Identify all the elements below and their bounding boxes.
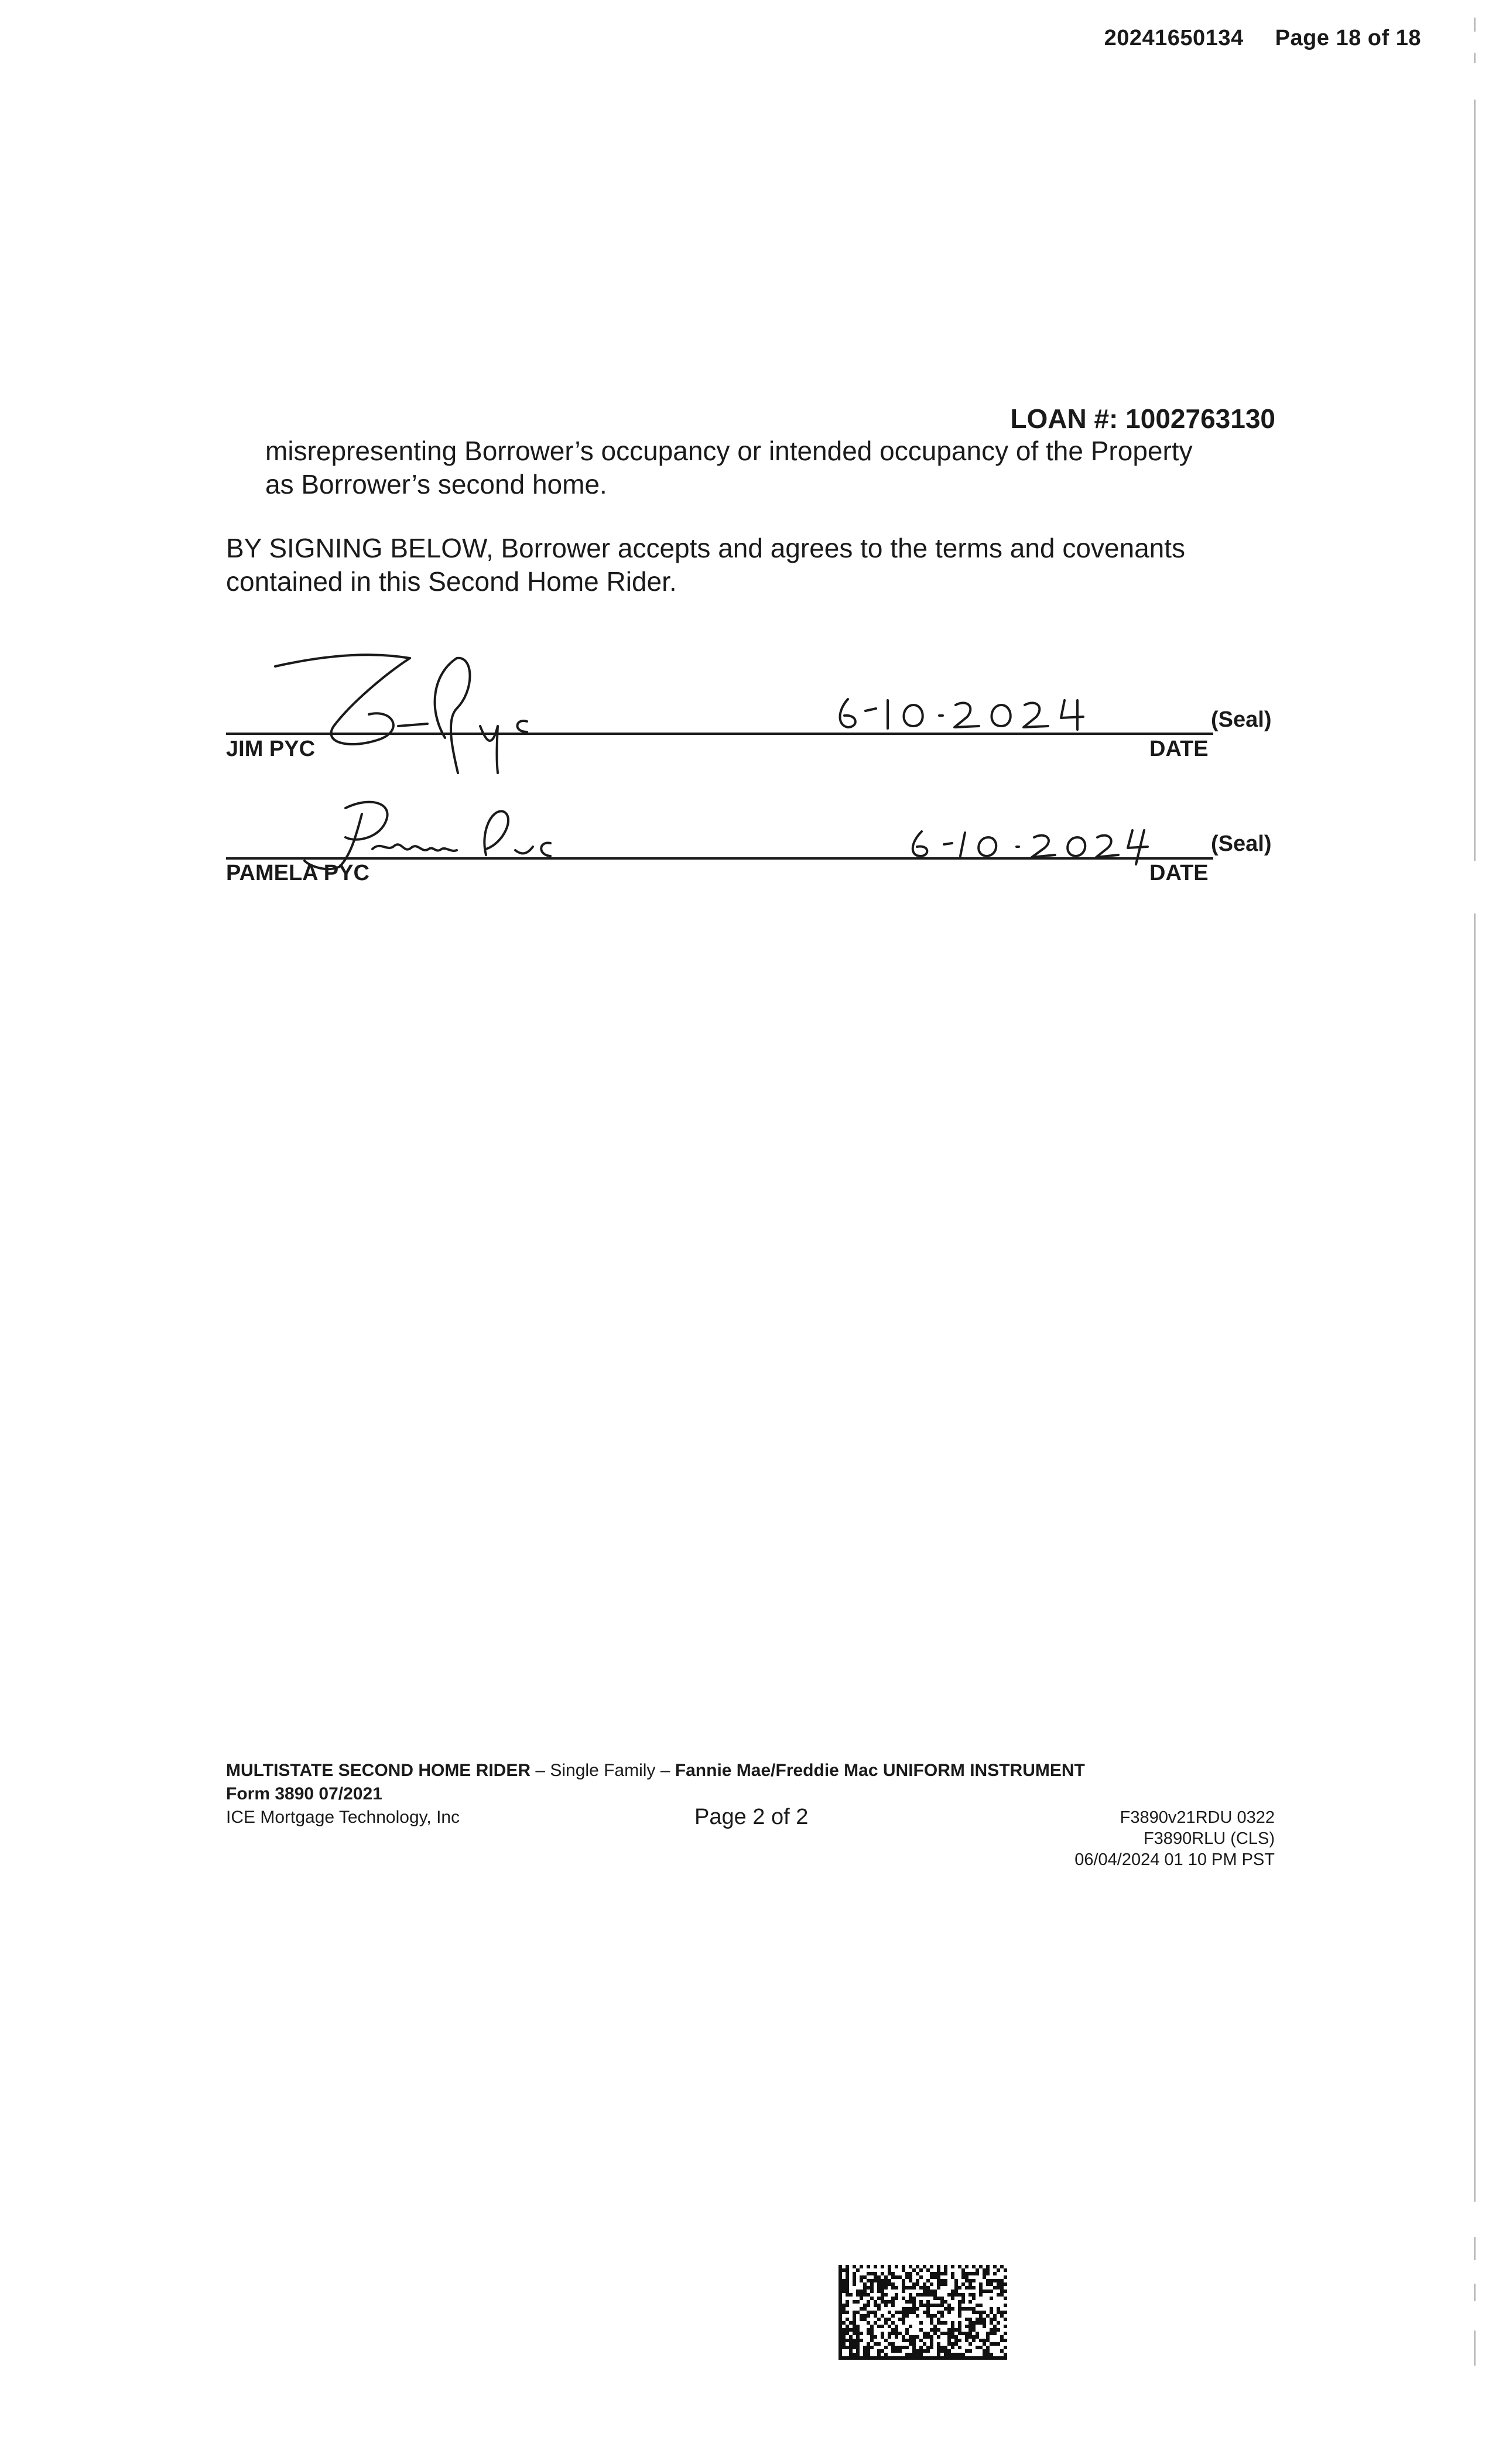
- seal-label-pamela: (Seal): [1211, 831, 1272, 856]
- footer-title-dash: –: [531, 1761, 550, 1780]
- scan-edge-mark: [1474, 2330, 1476, 2366]
- footer-company: ICE Mortgage Technology, Inc: [226, 1808, 460, 1827]
- footer-code: F3890RLU (CLS): [1143, 1829, 1275, 1848]
- paragraph-occupancy: [265, 434, 1319, 501]
- page-number: Page 18 of 18: [1275, 26, 1421, 50]
- footer-codes: [1074, 1807, 1275, 1870]
- signature-pamela-image: [258, 785, 586, 878]
- paragraph-line: as Borrower’s second home.: [265, 469, 607, 499]
- scan-edge-mark: [1474, 2237, 1476, 2260]
- date-label-pamela: DATE: [1149, 861, 1209, 885]
- scan-edge-mark: [1474, 913, 1476, 2202]
- paragraph-line: contained in this Second Home Rider.: [226, 566, 677, 597]
- loan-number: LOAN #: 1002763130: [1010, 403, 1275, 434]
- footer-form: Form 3890 07/2021: [226, 1784, 382, 1803]
- footer-title: [226, 1760, 1280, 1781]
- footer-timestamp: 06/04/2024 01 10 PM PST: [1074, 1850, 1275, 1869]
- footer-page-number: Page 2 of 2: [694, 1805, 809, 1829]
- signature-date-pamela-image: [902, 820, 1159, 867]
- date-label-jim: DATE: [1149, 737, 1209, 761]
- footer-title-dash: –: [655, 1761, 675, 1780]
- document-number: 20241650134: [1104, 26, 1244, 50]
- scan-edge-mark: [1474, 18, 1476, 32]
- signer-name-jim: JIM PYC: [226, 737, 316, 761]
- paragraph-line: misrepresenting Borrower’s occupancy or intended occupancy of the Property: [265, 436, 1193, 466]
- paragraph-line: BY SIGNING BELOW, Borrower accepts and agrees to the terms and covenants: [226, 533, 1186, 563]
- footer-title-bold-2: Fannie Mae/Freddie Mac UNIFORM INSTRUMENT: [675, 1761, 1085, 1780]
- scan-edge-mark: [1474, 53, 1476, 63]
- footer-title-bold: MULTISTATE SECOND HOME RIDER: [226, 1761, 531, 1780]
- seal-label-jim: (Seal): [1211, 707, 1272, 732]
- signer-name-pamela: PAMELA PYC: [226, 861, 369, 885]
- signature-jim-image: [252, 638, 556, 779]
- barcode-image: [839, 2265, 1007, 2360]
- scan-edge-mark: [1474, 100, 1476, 861]
- signature-date-jim-image: [831, 693, 1124, 734]
- paragraph-agreement: [226, 532, 1280, 598]
- scan-edge-mark: [1474, 2284, 1476, 2301]
- footer-code: F3890v21RDU 0322: [1120, 1808, 1275, 1827]
- page-header: [1104, 26, 1421, 51]
- footer-title-normal: Single Family: [550, 1761, 656, 1780]
